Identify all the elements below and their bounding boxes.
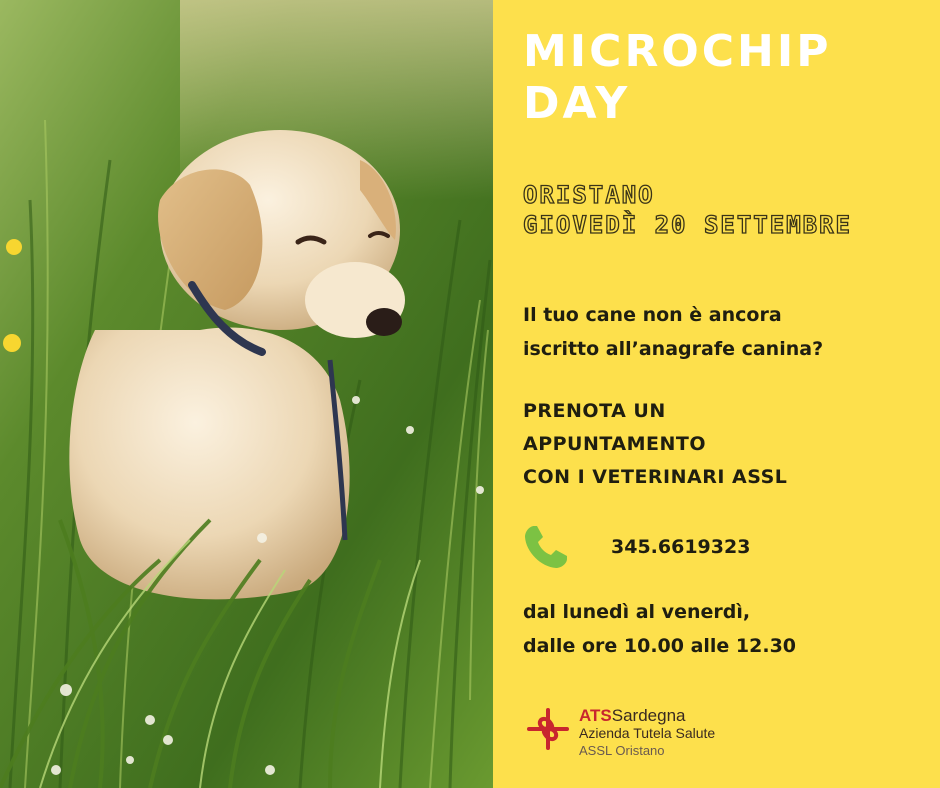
- phone-contact[interactable]: [521, 522, 750, 572]
- event-title-line1: MICROCHIP: [523, 26, 832, 77]
- event-date: GIOVEDÌ 20 SETTEMBRE: [523, 211, 852, 239]
- opening-hours: [523, 595, 796, 663]
- logo-brand: [579, 706, 715, 725]
- info-panel: [493, 0, 940, 788]
- logo-text: [579, 706, 715, 759]
- question-line2: iscritto all’anagrafe canina?: [523, 338, 824, 360]
- phone-number[interactable]: 345.6619323: [611, 536, 751, 558]
- event-title-line2: DAY: [523, 78, 631, 129]
- cta-line3: CON I VETERINARI ASSL: [523, 466, 788, 488]
- question-line1: Il tuo cane non è ancora: [523, 304, 782, 326]
- logo-unit: ASSL Oristano: [579, 743, 665, 758]
- ats-cross-logo-icon: [525, 706, 571, 752]
- ats-logo: [525, 706, 715, 759]
- cta-line1: PRENOTA UN: [523, 400, 666, 422]
- phone-icon: [521, 522, 571, 572]
- logo-subtitle: Azienda Tutela Salute: [579, 725, 716, 741]
- event-title: [523, 26, 831, 130]
- question-text: [523, 298, 823, 366]
- logo-brand-rest: Sardegna: [611, 706, 686, 725]
- cta-line2: APPUNTAMENTO: [523, 433, 706, 455]
- call-to-action: [523, 395, 787, 494]
- hours-line1: dal lunedì al venerdì,: [523, 601, 751, 623]
- hours-line2: dalle ore 10.00 alle 12.30: [523, 635, 797, 657]
- event-city: ORISTANO: [523, 181, 655, 209]
- event-location-date: [523, 180, 852, 240]
- logo-brand-bold: ATS: [579, 706, 612, 725]
